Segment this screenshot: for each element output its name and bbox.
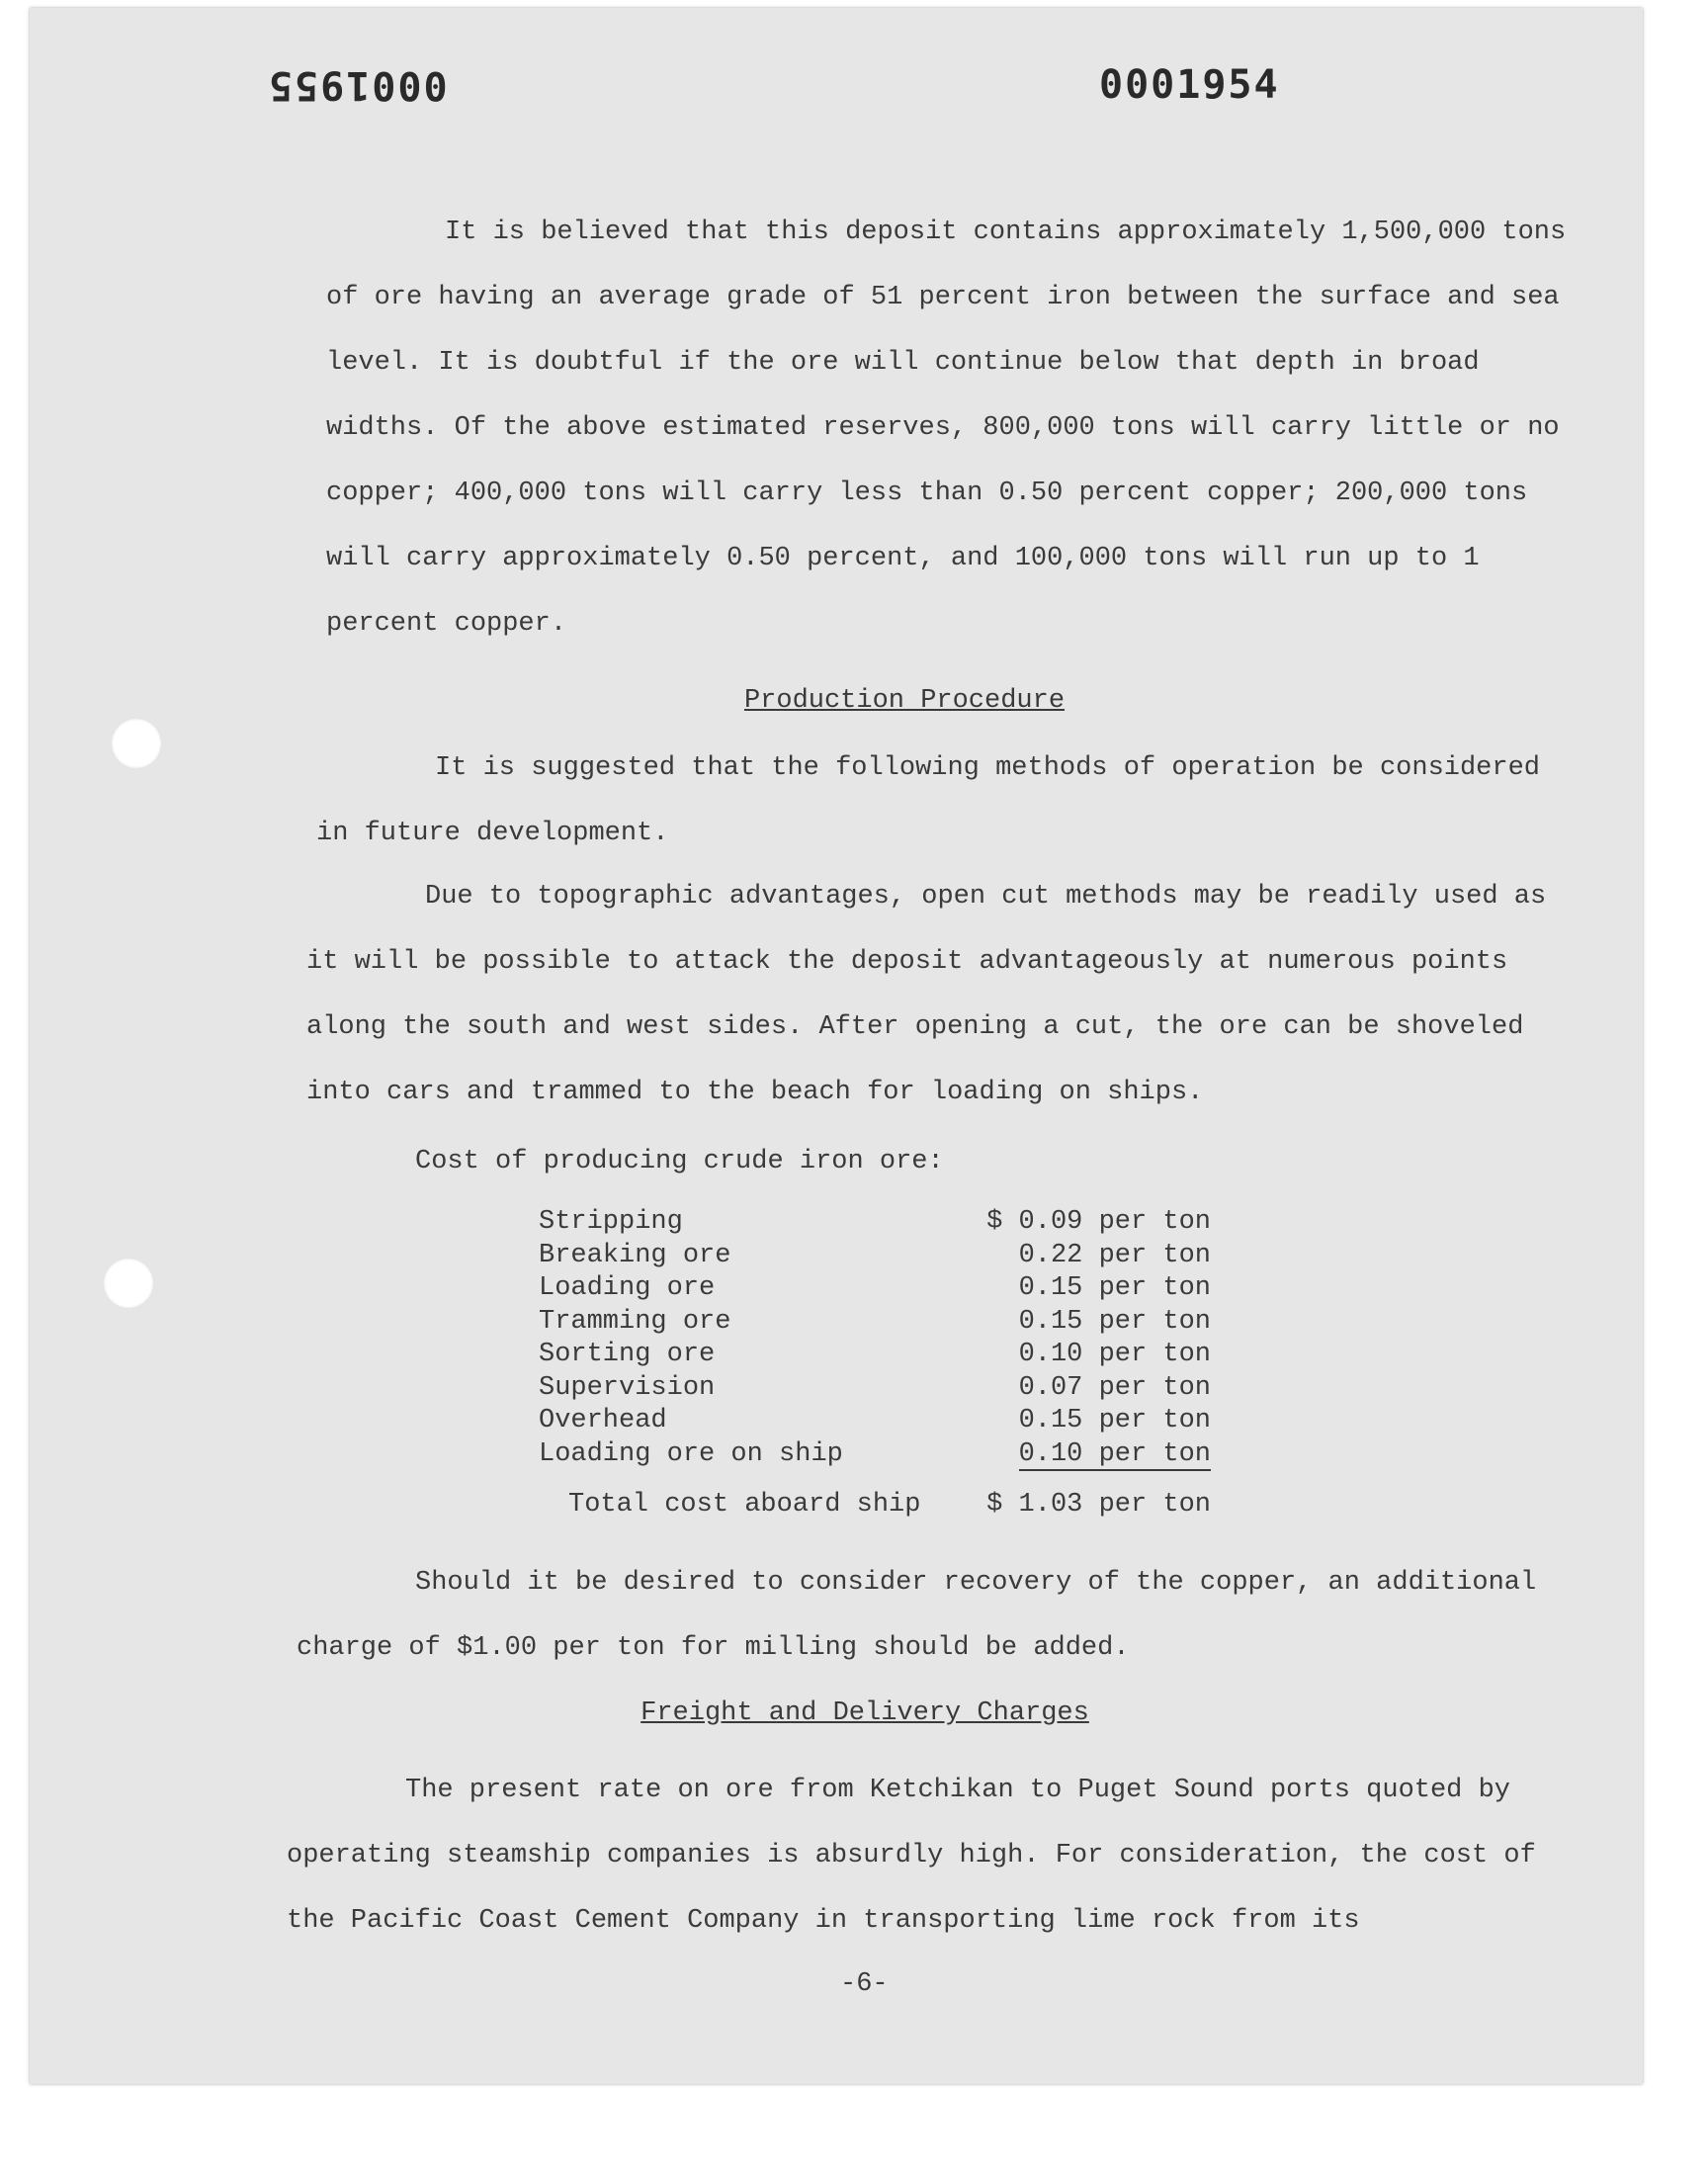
cost-row xyxy=(539,1372,1211,1406)
cost-item-amount-text: $ 0.09 per ton xyxy=(986,1207,1211,1237)
cost-row xyxy=(539,1438,1211,1472)
cost-row xyxy=(539,1206,1211,1240)
punch-hole-top xyxy=(111,718,162,769)
cost-item-amount xyxy=(962,1272,1211,1306)
cost-item-label: Sorting ore xyxy=(539,1340,716,1369)
page-number: -6- xyxy=(840,1969,889,1999)
cost-item-label: Stripping xyxy=(539,1207,683,1237)
paragraph-reserves: It is believed that this deposit contains approximately 1,500,000 tons of ore having an average grade of 51 percent iron between the surface and sea level. It is doubtful if the ore will continue below that depth in broad widths. Of the above estimated reserves, 800,000 tons will carry little or no copper; 400,000 tons will carry less than 0.50 percent copper; 200,000 tons will carry approximately 0.50 percent, and 100,000 tons will run up to 1 percent copper. xyxy=(326,218,1567,639)
paragraph-copper-recovery: Should it be desired to consider recovery of the copper, an additional charge of $1.00 per ton for milling should be added. xyxy=(297,1568,1537,1663)
cost-row xyxy=(539,1272,1211,1306)
cost-item-label: Loading ore xyxy=(539,1273,716,1303)
cost-intro: Cost of producing crude iron ore: xyxy=(415,1147,944,1176)
cost-item-amount-text: 0.15 per ton xyxy=(1018,1273,1211,1303)
paragraph-freight: The present rate on ore from Ketchikan to Puget Sound ports quoted by operating steamship companies is absurdly high. For consideration, the cost of the Pacific Coast Cement Company in transporting lime rock from its xyxy=(287,1776,1536,1936)
heading-production-procedure: Production Procedure xyxy=(743,686,1066,716)
stamp-number: 0001954 xyxy=(1099,62,1280,108)
heading-freight-delivery: Freight and Delivery Charges xyxy=(640,1698,1089,1728)
cost-item-amount xyxy=(962,1438,1211,1472)
cost-item-label: Overhead xyxy=(539,1406,667,1436)
cost-item-amount-text: 0.07 per ton xyxy=(1018,1372,1211,1403)
cost-row xyxy=(539,1339,1211,1372)
cost-item-amount-text: 0.10 per ton xyxy=(1018,1438,1211,1469)
total-row xyxy=(539,1471,1211,1522)
cost-item-amount xyxy=(962,1206,1211,1240)
cost-row xyxy=(539,1405,1211,1438)
cost-item-amount-text: 0.15 per ton xyxy=(1018,1406,1211,1436)
cost-item-amount-text: 0.22 per ton xyxy=(1018,1240,1211,1270)
cost-item-amount-text: 0.10 per ton xyxy=(1018,1340,1211,1369)
cost-item-amount xyxy=(962,1306,1211,1340)
cost-item-amount xyxy=(962,1405,1211,1438)
cost-table xyxy=(539,1206,1211,1522)
cost-item-amount xyxy=(962,1240,1211,1273)
paragraph-open-cut: Due to topographic advantages, open cut methods may be readily used as it will be possible to attack the deposit advantageously at numerous points along the south and west sides. After opening a cut, the ore can be shoveled into cars and trammed to the beach for loading on ships. xyxy=(306,882,1547,1107)
total-amount: $ 1.03 per ton xyxy=(986,1490,1211,1520)
cost-item-amount-text: 0.15 per ton xyxy=(1018,1306,1211,1337)
stamp-number-inverted: 0001955 xyxy=(267,62,448,108)
document-page xyxy=(30,8,1643,2084)
punch-hole-bottom xyxy=(103,1258,154,1309)
paragraph-methods: It is suggested that the following methods of operation be considered in future development. xyxy=(316,753,1540,848)
cost-item-label: Breaking ore xyxy=(539,1240,731,1270)
cost-item-label: Loading ore on ship xyxy=(539,1438,843,1469)
cost-row xyxy=(539,1240,1211,1273)
cost-row xyxy=(539,1306,1211,1340)
cost-item-amount xyxy=(962,1372,1211,1406)
total-label: Total cost aboard ship xyxy=(568,1490,921,1520)
cost-item-amount xyxy=(962,1339,1211,1372)
cost-item-label: Supervision xyxy=(539,1372,716,1403)
cost-item-label: Tramming ore xyxy=(539,1306,731,1337)
